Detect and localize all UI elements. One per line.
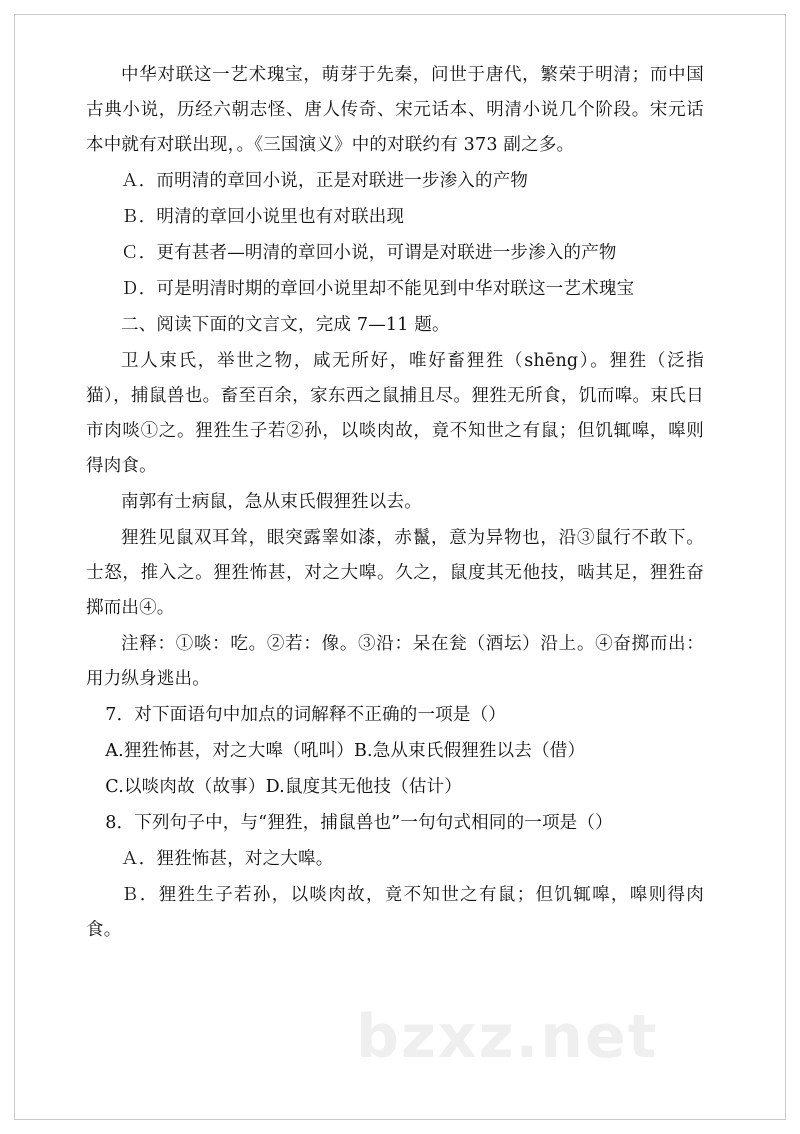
document-body: [86, 58, 704, 949]
passage-paragraph-2: 南郭有士病鼠，急从束氏假狸狌以去。: [121, 492, 422, 512]
passage-paragraph-1: 卫人束氏，举世之物，咸无所好，唯好畜狸狌（shēng）。狸狌（泛指猫），捕鼠兽也。畜至百余，家东西之鼠捕且尽。狸狌无所食，饥而嗥。束氏日市肉啖①之。狸狌生子若②孙，以啖肉故，竟不知世之有鼠；但饥辄嗥，嗥则得肉食。: [86, 351, 704, 476]
question-7-options-cd: C.以啖肉故（故事）D.鼠度其无他技（估计）: [105, 777, 462, 797]
question-8-option-b: Ｂ．狸狌生子若孙，以啖肉故，竟不知世之有鼠；但饥辄嗥，嗥则得肉食。: [86, 885, 704, 940]
question-8-option-a: Ａ．狸狌怖甚，对之大嗥。: [121, 849, 334, 869]
option-b-line: Ｂ．明清的章回小说里也有对联出现: [121, 207, 405, 227]
paragraph-intro: 中华对联这一艺术瑰宝，萌芽于先秦，问世于唐代，繁荣于明清；而中国古典小说，历经六朝志怪、唐人传奇、宋元话本、明清小说几个阶段。宋元话本中就有对联出现，。《三国演义》中的对联约有 373 副之多。: [86, 65, 704, 155]
watermark-text: bzxz.net: [356, 1002, 659, 1072]
section-heading-two: 二、阅读下面的文言文，完成 7—11 题。: [121, 315, 450, 335]
option-c-line: Ｃ．更有甚者—明清的章回小说，可谓是对联进一步渗入的产物: [121, 243, 617, 263]
question-7-stem: 7．对下面语句中加点的词解释不正确的一项是（）: [105, 705, 506, 725]
option-d-line: Ｄ．可是明清时期的章回小说里却不能见到中华对联这一艺术瑰宝: [121, 279, 635, 299]
passage-paragraph-3: 狸狌见鼠双耳耸，眼突露睾如漆，赤鬣，意为异物也，沿③鼠行不敢下。士怒，推入之。狸狌怖甚，对之大嗥。久之，鼠度其无他技，啮其足，狸狌奋掷而出④。: [86, 528, 704, 618]
option-a-line: Ａ．而明清的章回小说，正是对联进一步渗入的产物: [121, 171, 529, 191]
question-7-options-ab: A.狸狌怖甚，对之大嗥（吼叫）B.急从束氏假狸狌以去（借）: [105, 741, 586, 761]
question-8-stem: 8．下列句子中，与“狸狌，捕鼠兽也”一句句式相同的一项是（）: [105, 813, 613, 833]
notes-paragraph: 注释：①啖：吃。②若：像。③沿：呆在瓮（酒坛）沿上。④奋掷而出：用力纵身逃出。: [86, 634, 704, 689]
